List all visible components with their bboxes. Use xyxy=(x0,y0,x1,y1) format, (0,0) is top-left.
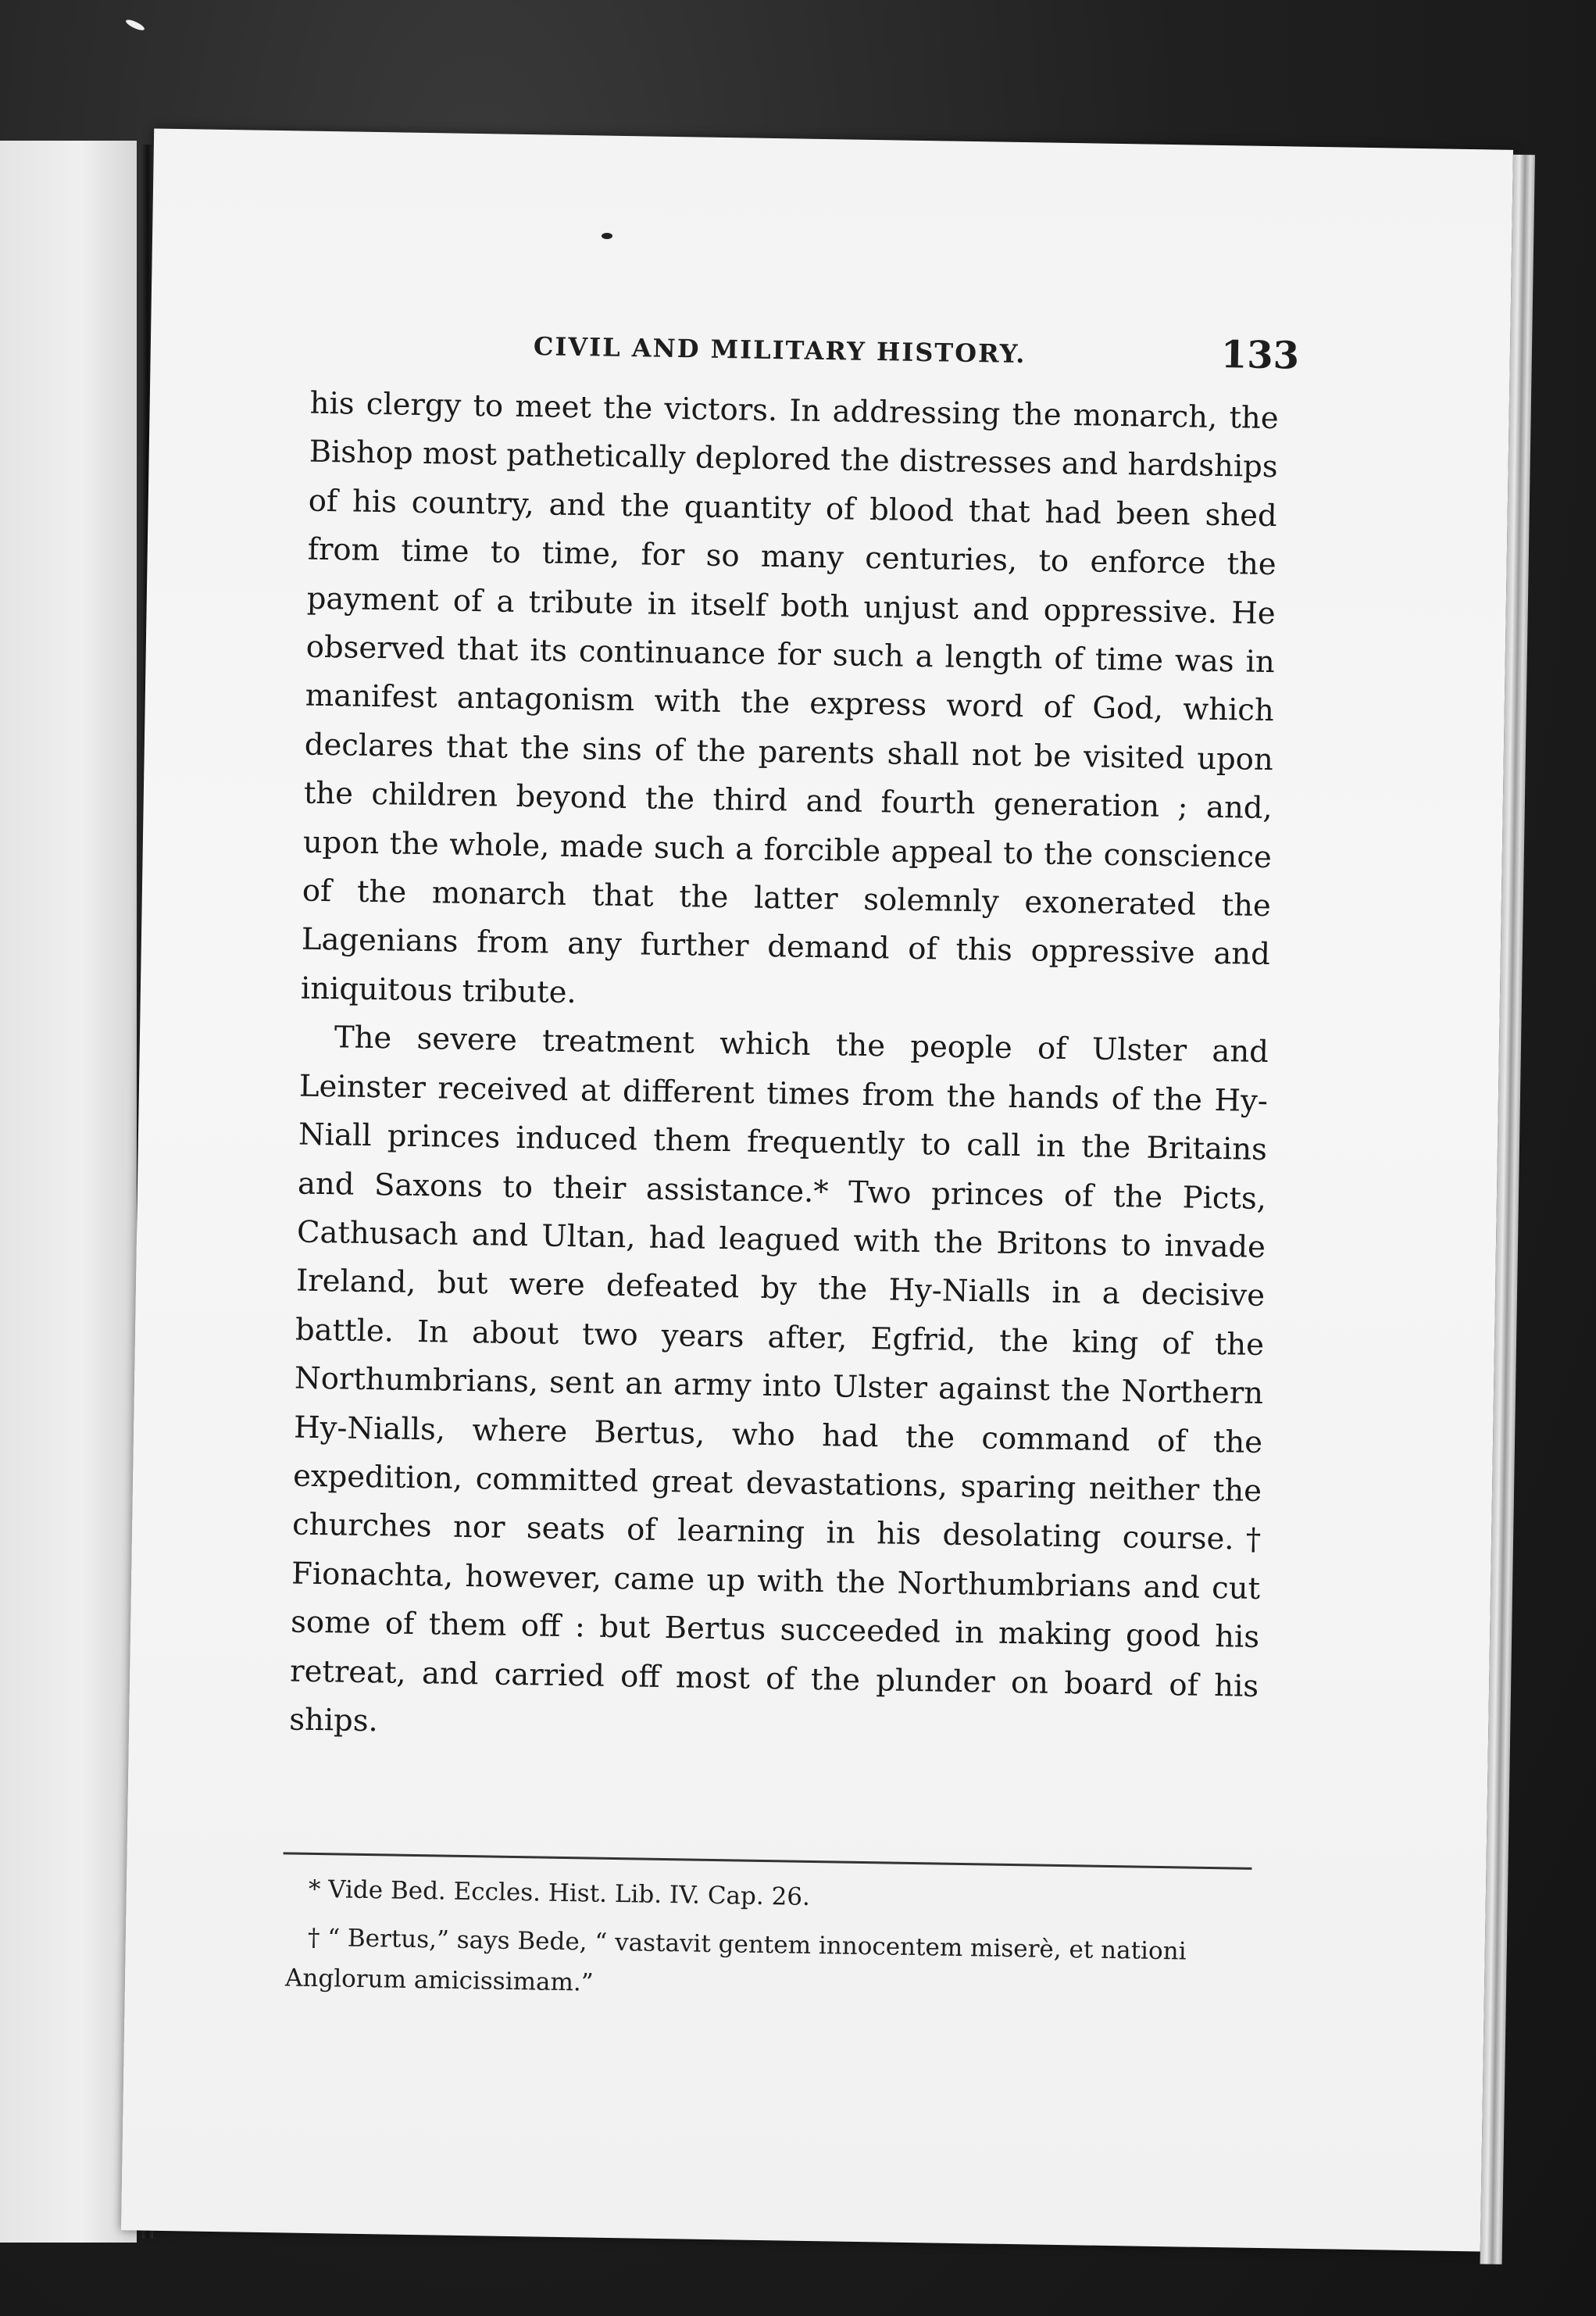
paragraph-1: his clergy to meet the victors. In addressing the monarch, the Bishop most pathetically deplored the distresses and hardships of his country, and the quantity of blood that had been shed from time to time, for so many centuries, to enforce the payment of a tribute in itself both unjust and oppressive. He observed that its continuance for such a length of time was in manifest antagonism with the express word of God, which declares that the sins of the parents shall not be visited upon the children beyond the third and fourth generation ; and, upon the whole, made such a forcible appeal to the conscience of the monarch that the latter solemnly exonerated the Lagenians from any further demand of this oppressive and iniquitous tribute. xyxy=(300,385,1279,1010)
running-head xyxy=(151,316,1511,384)
body-text xyxy=(289,380,1279,1760)
page-stack-edge xyxy=(1480,155,1535,2264)
footnote-2: † “ Bertus,” says Bede, “ vastavit gentem innocentem miserè, et nationi Anglorum amicissimam.” xyxy=(284,1923,1187,1997)
footnotes xyxy=(285,1868,1255,2013)
running-title: CIVIL AND MILITARY HISTORY. xyxy=(533,331,1027,370)
book-page xyxy=(121,129,1513,2252)
paragraph-2: The severe treatment which the people of Ulster and Leinster received at different times from the hands of the Hy-Niall princes induced them frequently to call in the Britains and Saxons to their assistance.* Two princes of the Picts, Cathusach and Ultan, had leagued with the Britons to invade Ireland, but were defeated by the Hy-Nialls in a decisive battle. In about two years after, Egfrid, the king of the Northumbrians, sent an army into Ulster against the Northern Hy-Nialls, where Bertus, who had the command of the expedition, committed great devastations, sparing neither the churches nor seats of learning in his desolating course.† Fionachta, however, came up with the Northumbrians and cut some of them off : but Bertus succeeded in making good his retreat, and carried off most of the plunder on board of his ships. xyxy=(288,1020,1269,1739)
page-number: 133 xyxy=(1220,332,1300,378)
facing-page-edge xyxy=(0,141,137,2243)
dust-speck xyxy=(602,233,612,239)
footnote-1: * Vide Bed. Eccles. Hist. Lib. IV. Cap. 26. xyxy=(308,1875,811,1911)
footnote-rule xyxy=(284,1852,1252,1869)
dust-speck xyxy=(125,18,146,32)
